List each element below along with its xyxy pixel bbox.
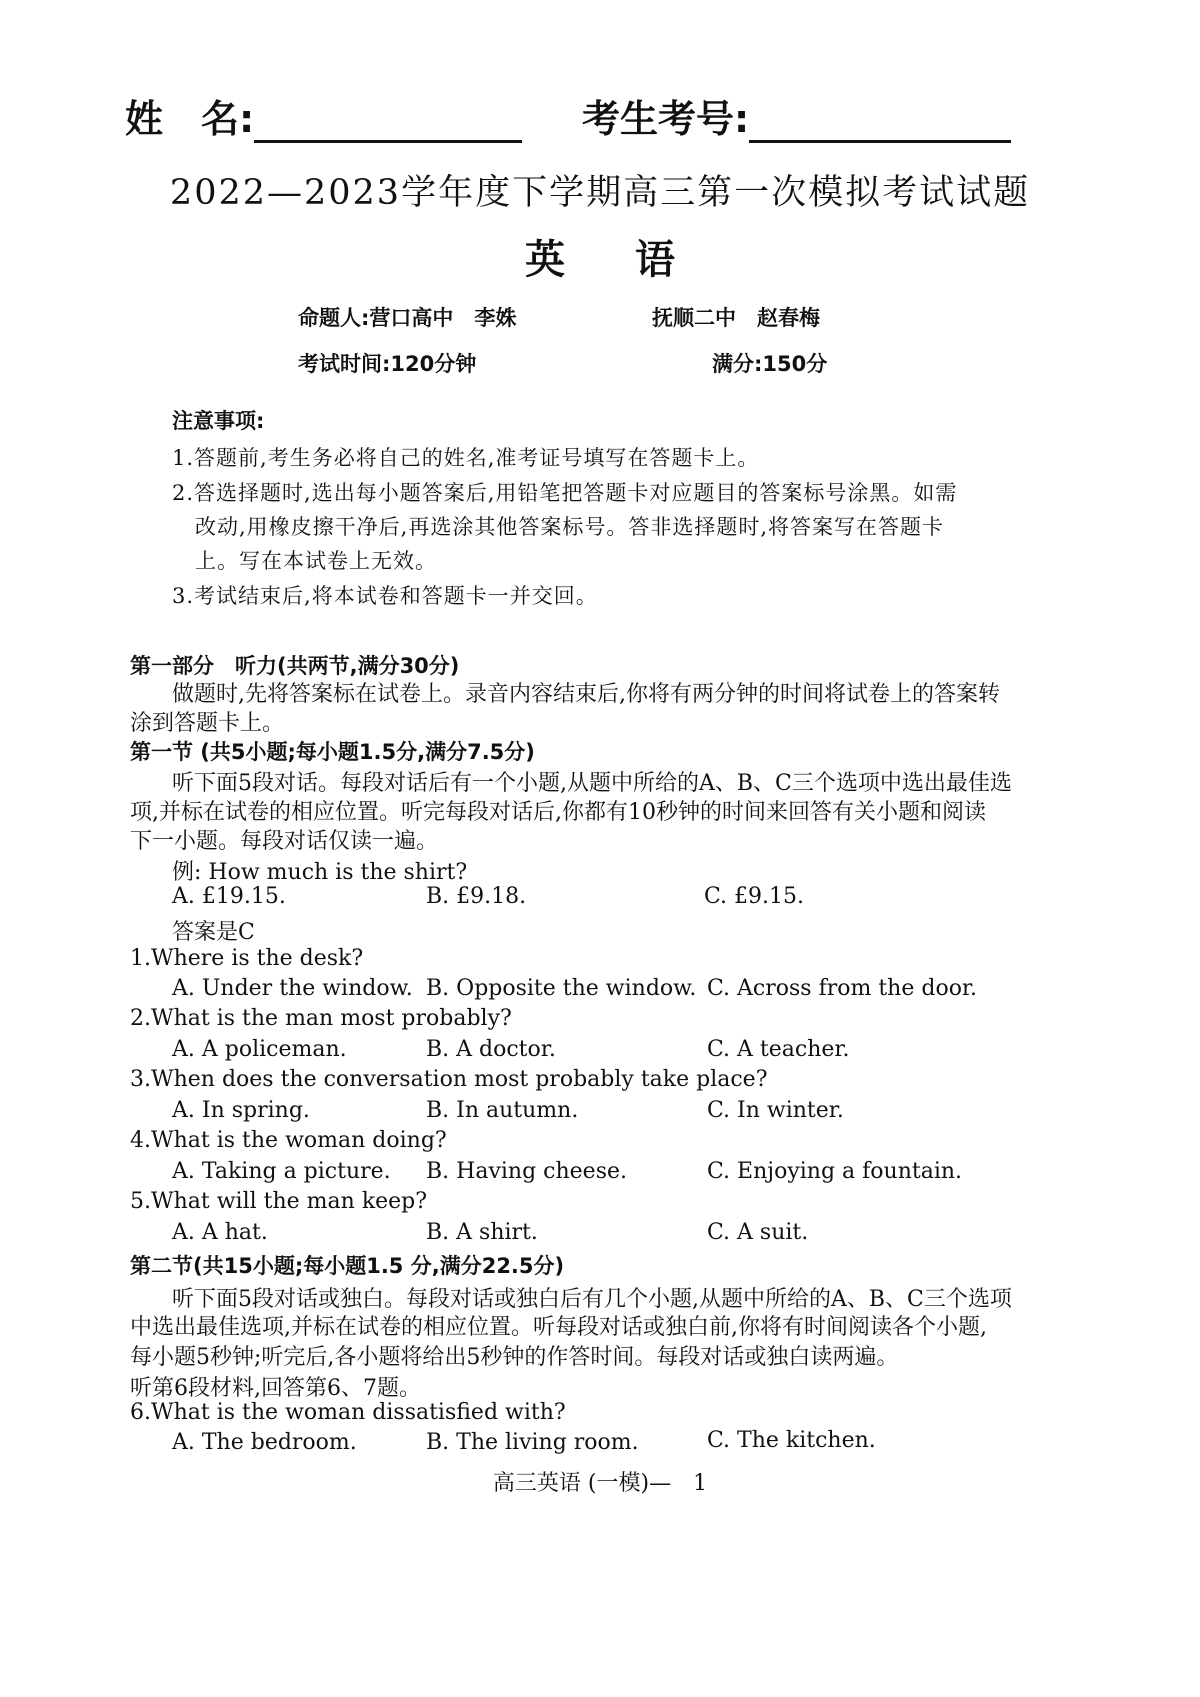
question: 6.What is the woman dissatisfied with? xyxy=(130,1400,566,1425)
author-left: 命题人:营口高中 李姝 xyxy=(298,306,517,330)
part1-heading: 第一部分 听力(共两节,满分30分) xyxy=(130,654,460,678)
option-a: A. Under the window. xyxy=(172,976,413,1001)
name-blank[interactable] xyxy=(254,104,522,143)
question: 3.When does the conversation most probably take place? xyxy=(130,1067,768,1092)
question: 5.What will the man keep? xyxy=(130,1189,428,1214)
option-c: C. In winter. xyxy=(707,1098,844,1123)
option-a: A. A hat. xyxy=(172,1220,268,1245)
example-question: 例: How much is the shirt? xyxy=(172,860,468,885)
option-b: B. A shirt. xyxy=(426,1220,538,1245)
option-a: A. £19.15. xyxy=(172,884,286,909)
part1-intro: 做题时,先将答案标在试卷上。录音内容结束后,你将有两分钟的时间将试卷上的答案转 xyxy=(172,682,1000,707)
section2-intro: 中选出最佳选项,并标在试卷的相应位置。听每段对话或独白前,你将有时间阅读各个小题, xyxy=(130,1315,987,1340)
page-footer: 高三英语 (一模)— 1 xyxy=(492,1471,708,1496)
option-b: B. The living room. xyxy=(426,1430,639,1455)
section1-heading: 第一节 (共5小题;每小题1.5分,满分7.5分) xyxy=(130,740,535,764)
option-b: B. Opposite the window. xyxy=(426,976,697,1001)
student-id-label: 考生考号: xyxy=(582,97,750,141)
section2-heading: 第二节(共15小题;每小题1.5 分,满分22.5分) xyxy=(130,1254,565,1278)
note-line: 改动,用橡皮擦干净后,再选涂其他答案标号。答非选择题时,将答案写在答题卡 xyxy=(195,515,945,539)
option-a: A. A policeman. xyxy=(172,1037,347,1062)
section2-intro: 听下面5段对话或独白。每段对话或独白后有几个小题,从题中所给的A、B、C三个选项 xyxy=(172,1287,1012,1312)
full-score: 满分:150分 xyxy=(712,352,828,376)
option-b: B. A doctor. xyxy=(426,1037,556,1062)
option-c: C. Enjoying a fountain. xyxy=(707,1159,963,1184)
name-field xyxy=(125,88,522,143)
section2-intro: 每小题5秒钟;听完后,各小题将给出5秒钟的作答时间。每段对话或独白读两遍。 xyxy=(130,1345,899,1370)
question: 2.What is the man most probably? xyxy=(130,1006,512,1031)
exam-title: 2022—2023学年度下学期高三第一次模拟考试试题 xyxy=(169,173,1031,213)
option-a: A. In spring. xyxy=(172,1098,310,1123)
student-id-blank[interactable] xyxy=(749,104,1011,143)
option-a: A. The bedroom. xyxy=(172,1430,357,1455)
option-b: B. Having cheese. xyxy=(426,1159,627,1184)
notes-heading: 注意事项: xyxy=(172,409,265,433)
note-line: 3.考试结束后,将本试卷和答题卡一并交回。 xyxy=(172,584,598,608)
option-c: C. A suit. xyxy=(707,1220,809,1245)
exam-time: 考试时间:120分钟 xyxy=(298,352,477,376)
student-id-field xyxy=(582,88,1011,143)
section1-intro: 下一小题。每段对话仅读一遍。 xyxy=(130,829,439,854)
option-b: B. In autumn. xyxy=(426,1098,579,1123)
note-line: 1.答题前,考生务必将自己的姓名,准考证号填写在答题卡上。 xyxy=(172,446,760,470)
material-instruction: 听第6段材料,回答第6、7题。 xyxy=(130,1376,421,1401)
option-c: C. A teacher. xyxy=(707,1037,850,1062)
option-b: B. £9.18. xyxy=(426,884,527,909)
section1-intro: 听下面5段对话。每段对话后有一个小题,从题中所给的A、B、C三个选项中选出最佳选 xyxy=(172,771,1012,796)
section1-intro: 项,并标在试卷的相应位置。听完每段对话后,你都有10秒钟的时间来回答有关小题和阅读 xyxy=(130,800,986,825)
option-c: C. £9.15. xyxy=(704,884,805,909)
question: 1.Where is the desk? xyxy=(130,946,364,971)
name-label: 姓 名: xyxy=(125,97,255,141)
option-c: C. Across from the door. xyxy=(707,976,978,1001)
note-line: 2.答选择题时,选出每小题答案后,用铅笔把答题卡对应题目的答案标号涂黑。如需 xyxy=(172,481,958,505)
option-a: A. Taking a picture. xyxy=(172,1159,391,1184)
note-line: 上。写在本试卷上无效。 xyxy=(195,549,437,573)
subject-title: 英语 xyxy=(525,237,745,283)
question: 4.What is the woman doing? xyxy=(130,1128,447,1153)
author-right: 抚顺二中 赵春梅 xyxy=(652,306,820,330)
example-answer: 答案是C xyxy=(172,920,255,945)
part1-intro: 涂到答题卡上。 xyxy=(130,711,285,736)
option-c: C. The kitchen. xyxy=(707,1428,876,1453)
